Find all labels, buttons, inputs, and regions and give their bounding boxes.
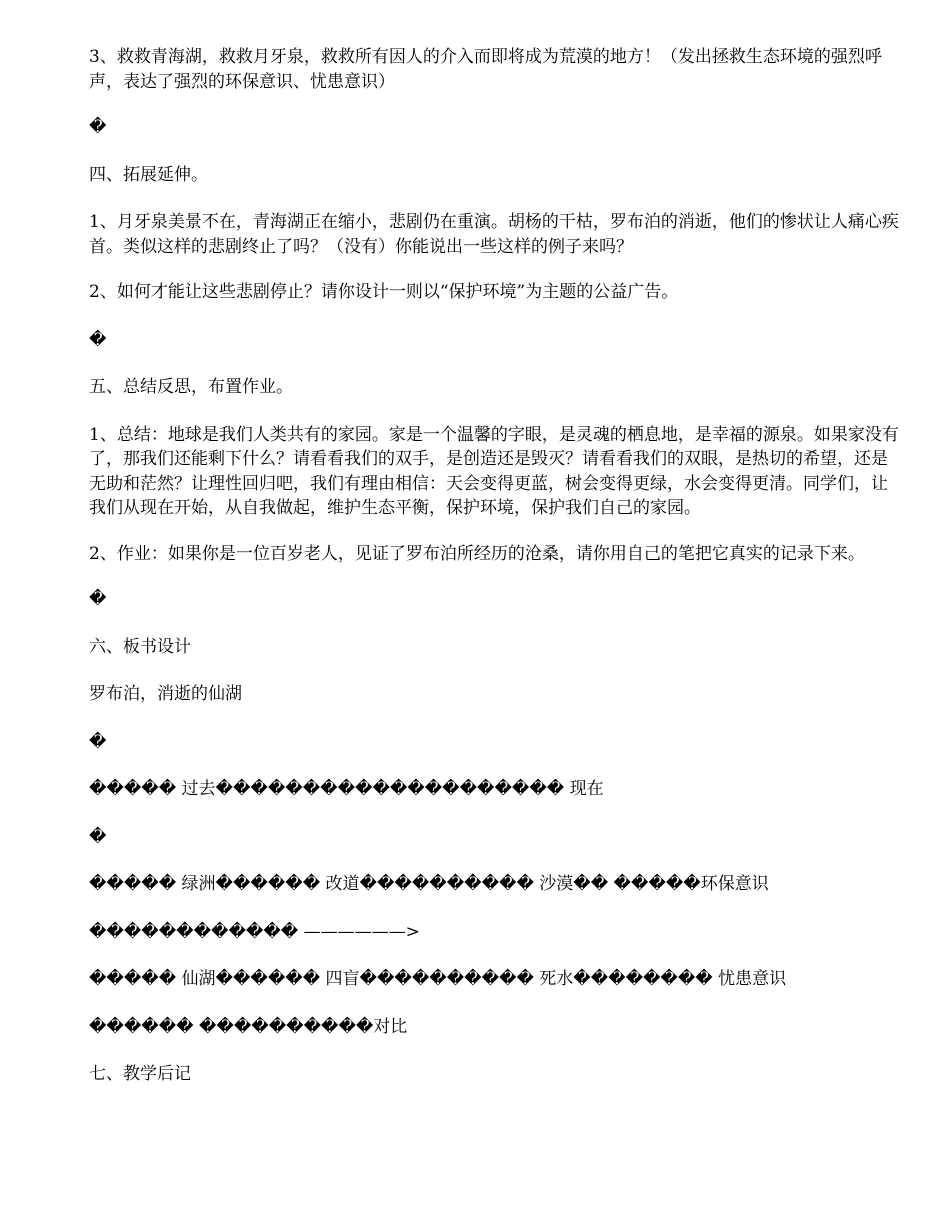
- board-title: 罗布泊，消逝的仙湖: [89, 684, 242, 704]
- section-heading-postscript: 七、教学后记: [89, 1064, 191, 1084]
- section-heading-summary: 五、总结反思，布置作业。: [89, 377, 293, 397]
- placeholder-glyph: �: [89, 329, 107, 350]
- paragraph-summary: 1、总结：地球是我们人类共有的家园。家是一个温馨的字眼，是灵魂的栖息地，是幸福的源泉。如果家没有了，那我们还能剩下什么？请看看我们的双手，是创造还是毁灭？请看看我们的双眼，是热切的希望，还是无助和茫然？让理性回归吧，我们有理由相信：天会变得更蓝，树会变得更绿，水会变得更清。同学们，让我们从现在开始，从自我做起，维护生态平衡，保护环境，保护我们自己的家园。: [89, 424, 899, 518]
- board-row-fairy-lake: ����� 仙湖������ 四盲���������� 死水�������� 忧患意识: [89, 969, 787, 989]
- section-heading-extension: 四、拓展延伸。: [89, 164, 208, 185]
- paragraph-homework: 2、作业：如果你是一位百岁老人，见证了罗布泊所经历的沧桑，请你用自己的笔把它真实的记录下来。: [89, 543, 865, 564]
- placeholder-glyph: �: [89, 117, 107, 137]
- board-row-arrow: ������������ ——————>: [89, 921, 420, 942]
- placeholder-glyph: �: [89, 826, 107, 847]
- paragraph-rescue-call: 3、救救青海湖，救救月牙泉，救救所有因人的介入而即将成为荒漠的地方！（发出拯救生态环境的强烈呼声，表达了强烈的环保意识、忧患意识）: [89, 47, 882, 92]
- board-row-contrast: ������ ����������对比: [89, 1016, 408, 1037]
- board-row-past-present: ����� 过去�������������������� 现在: [89, 779, 604, 799]
- paragraph-extension-2: 2、如何才能让这些悲剧停止？请你设计一则以“保护环境”为主题的公益广告。: [89, 282, 679, 302]
- paragraph-extension-1: 1、月牙泉美景不在，青海湖正在缩小，悲剧仍在重演。胡杨的干枯，罗布泊的消逝，他们的惨状让人痛心疾首。类似这样的悲剧终止了吗？（没有）你能说出一些这样的例子来吗？: [89, 212, 899, 257]
- placeholder-glyph: �: [89, 731, 107, 752]
- board-row-oasis: ����� 绿洲������ 改道���������� 沙漠�� �����环保意识: [89, 874, 769, 894]
- section-heading-board-design: 六、板书设计: [89, 636, 191, 657]
- placeholder-glyph: �: [89, 589, 107, 609]
